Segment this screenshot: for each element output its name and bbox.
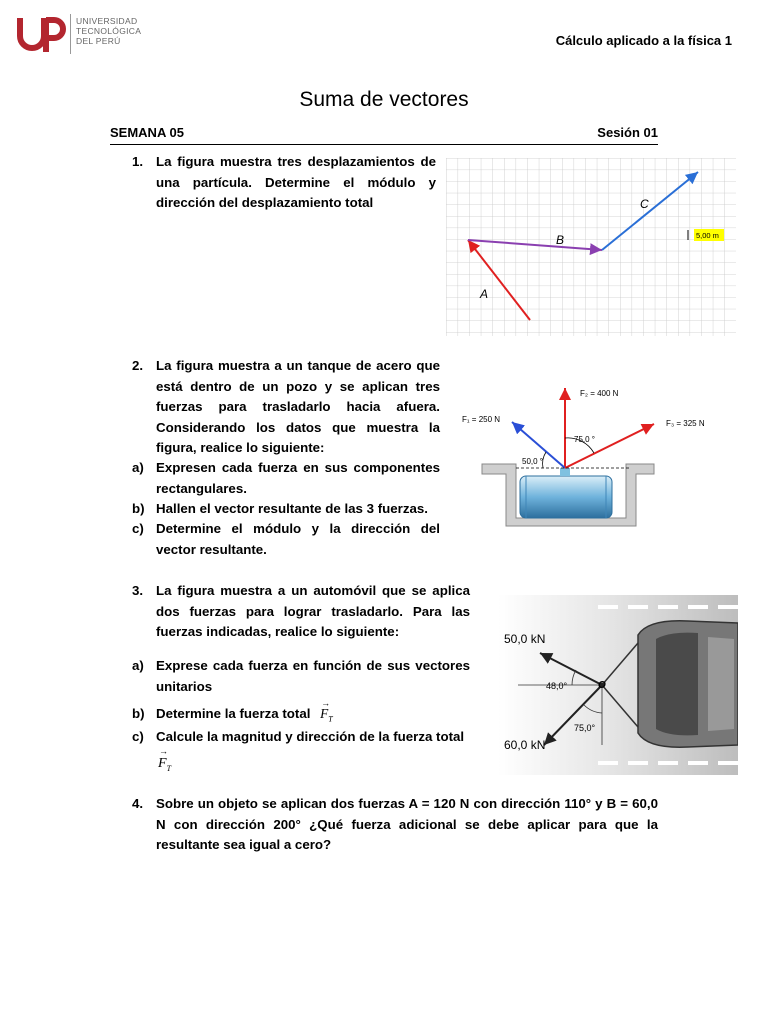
angle-75-label: 75,0°	[574, 723, 596, 733]
force-f3-arrow	[565, 424, 654, 468]
course-name: Cálculo aplicado a la física 1	[555, 33, 732, 48]
figure-car	[498, 595, 738, 775]
vector-letter: F	[158, 756, 167, 771]
vector-c-label: C	[640, 197, 649, 211]
tank-hook	[560, 468, 570, 476]
item-text: Calcule la magnitud y dirección de la fuerza total	[156, 729, 465, 744]
question-text: La figura muestra a un automóvil que se aplica dos fuerzas para lograr trasladarlo. Para las fuerzas indicadas, realice lo siguiente:	[156, 583, 470, 639]
tank-forces-svg	[456, 378, 726, 528]
angle-48-label: 48,0°	[546, 681, 568, 691]
page-title: Suma de vectores	[299, 88, 469, 111]
item-text: Expresen cada fuerza en sus componentes rectangulares.	[156, 460, 440, 496]
angle-75-label: 75,0 °	[574, 435, 595, 444]
car-forces-svg	[498, 595, 738, 775]
force-f1-label: F₁ = 250 N	[462, 415, 501, 424]
force-f2-label: F₂ = 400 N	[580, 389, 619, 398]
angle-arc-50	[543, 452, 546, 468]
logo-text	[76, 16, 141, 46]
question-number: 3.	[132, 583, 144, 598]
vector-letter: F	[320, 706, 329, 721]
vector-subscript: T	[328, 714, 333, 724]
vector-subscript: T	[166, 763, 172, 773]
item-label: b)	[132, 501, 145, 516]
force-50-label: 50,0 kN	[504, 632, 546, 646]
item-text: Exprese cada fuerza en función de sus vectores unitarios	[156, 658, 470, 694]
question-text: Sobre un objeto se aplican dos fuerzas A = 120 N con dirección 110° y B = 60,0 N con dirección 200° ¿Qué fuerza adicional se debe aplicar para que la resultante sea igual a cero?	[156, 796, 658, 852]
vector-arrow-icon: →	[159, 746, 168, 756]
vector-b-label: B	[556, 233, 565, 247]
car-roof	[708, 637, 734, 731]
scale-label: 5,00 m	[696, 231, 719, 240]
car-windshield	[656, 633, 698, 736]
question-number: 1.	[132, 154, 144, 169]
item-text-content: Determine la fuerza total	[156, 706, 311, 721]
figure-tank	[456, 378, 726, 528]
week-label: SEMANA 05	[110, 125, 184, 140]
point-o-label: O	[598, 680, 606, 691]
question-number: 2.	[132, 358, 144, 373]
displacement-grid-svg	[446, 158, 736, 336]
figure-displacements	[446, 158, 736, 336]
steel-tank	[520, 476, 612, 518]
university-logo	[16, 12, 66, 56]
logo-line-2: TECNOLÓGICA	[76, 26, 142, 36]
item-label: c)	[132, 521, 144, 536]
force-60-label: 60,0 kN	[504, 738, 546, 752]
question-number: 4.	[132, 796, 144, 811]
item-label: a)	[132, 460, 144, 475]
utp-logo-mark	[16, 12, 66, 56]
question-text: La figura muestra tres desplazamientos de una partícula. Determine el módulo y dirección del desplazamiento total	[156, 154, 436, 210]
grid-background	[446, 158, 736, 336]
item-label: b)	[132, 706, 145, 721]
logo-line-3: DEL PERÚ	[76, 36, 121, 46]
session-label: Sesión 01	[597, 125, 658, 140]
logo-divider	[70, 14, 71, 54]
week-bar	[110, 124, 658, 145]
angle-50-label: 50,0 °	[522, 457, 543, 466]
item-text: Hallen el vector resultante de las 3 fuerzas.	[156, 501, 428, 516]
total-force-symbol-2	[158, 746, 172, 773]
item-label: a)	[132, 658, 144, 673]
force-f3-label: F₃ = 325 N	[666, 419, 705, 428]
vector-arrow-icon: →	[321, 698, 331, 708]
item-label: c)	[132, 729, 144, 744]
question-text: La figura muestra a un tanque de acero que está dentro de un pozo y se aplican tres fuerzas para trasladarlo hacia afuera. Considerando los datos que muestra la figura, realice lo siguiente:	[156, 358, 440, 455]
vector-a-label: A	[480, 287, 489, 301]
logo-line-1: UNIVERSIDAD	[76, 16, 138, 26]
item-text: Determine el módulo y la dirección del vector resultante.	[156, 521, 440, 557]
